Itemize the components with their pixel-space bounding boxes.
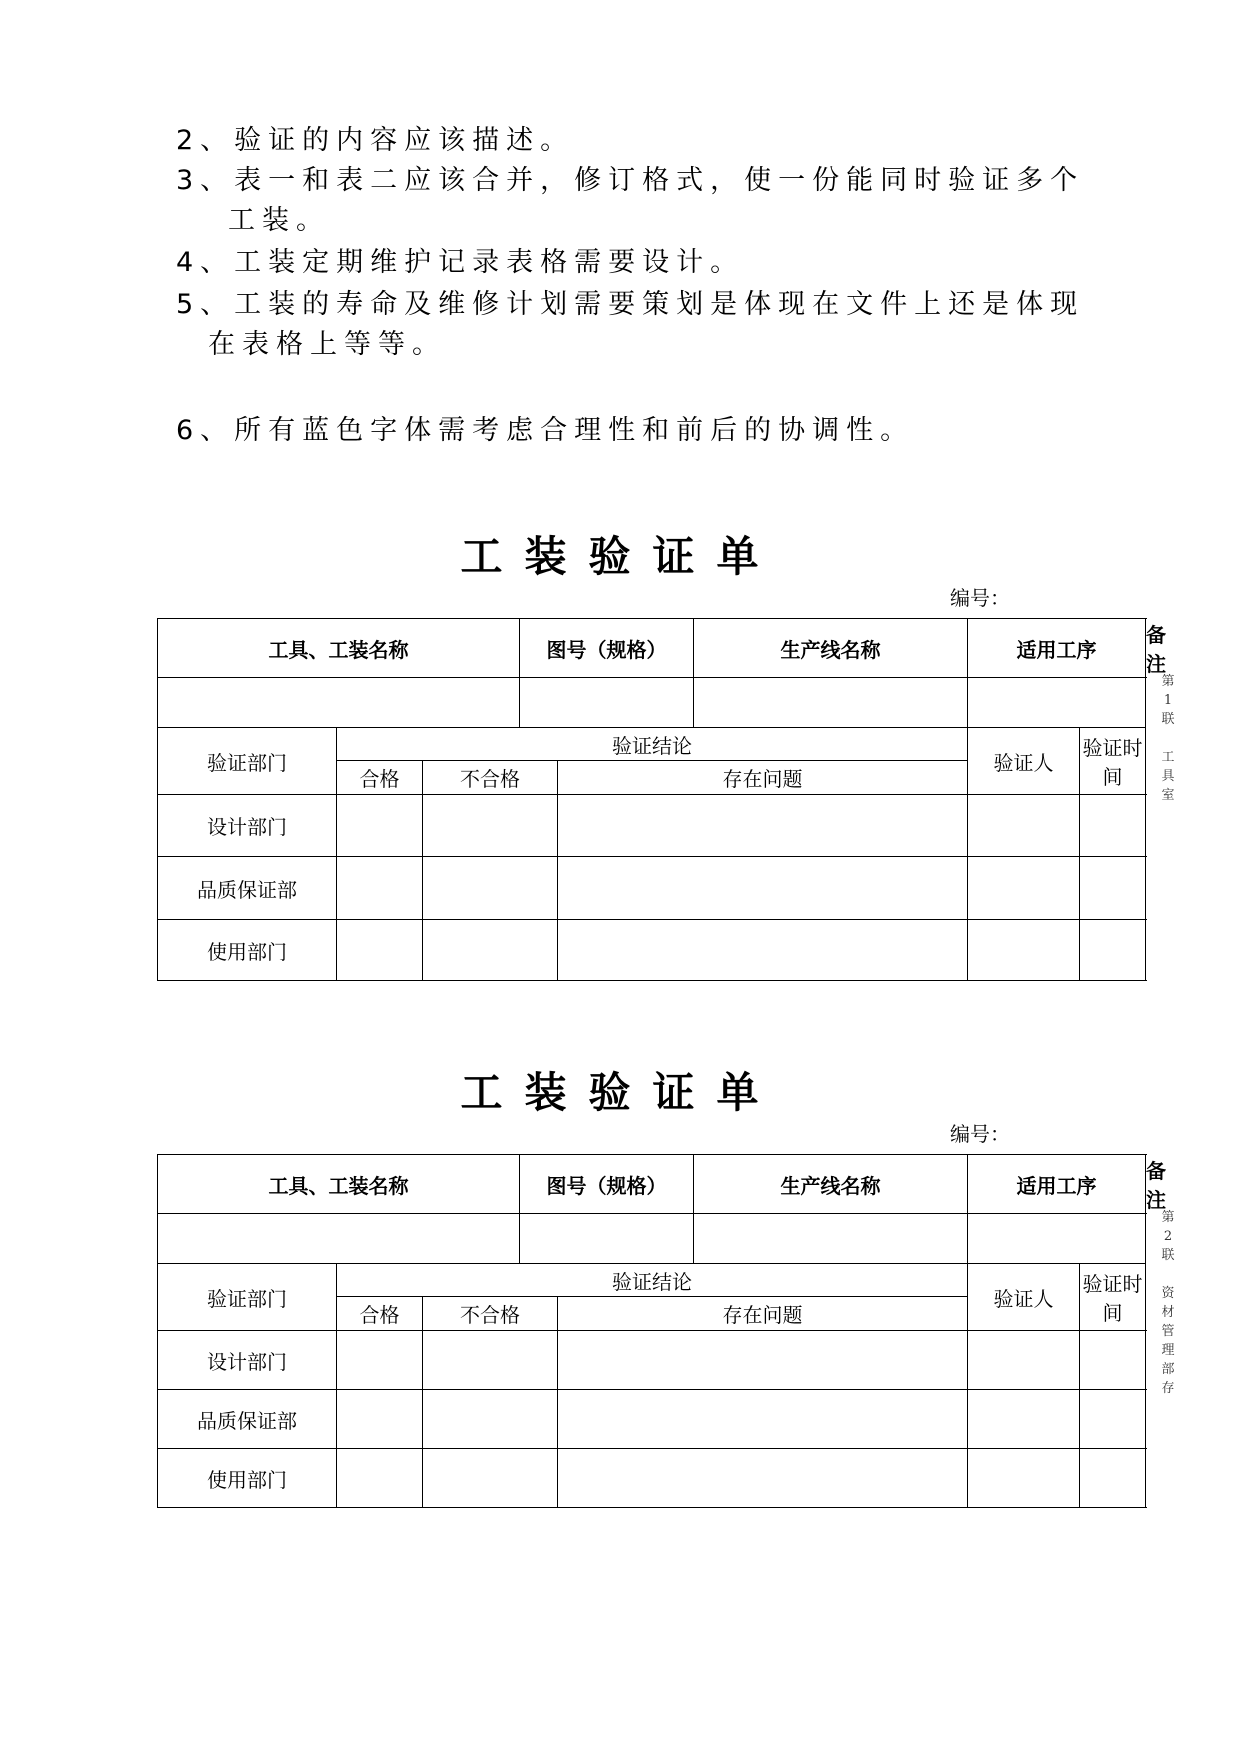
drawing-number-field[interactable]	[520, 678, 694, 728]
fail-cell[interactable]	[423, 857, 558, 920]
pass-cell[interactable]	[337, 795, 423, 857]
issue-cell[interactable]	[558, 1331, 968, 1390]
issue-cell[interactable]	[558, 857, 968, 920]
dept-user: 使用部门	[158, 1449, 337, 1508]
conclusion-header: 验证结论	[337, 728, 968, 761]
fail-header: 不合格	[423, 761, 558, 795]
conclusion-header: 验证结论	[337, 1264, 968, 1297]
issue-header: 存在问题	[558, 761, 968, 795]
process-header: 适用工序	[968, 1155, 1146, 1214]
issue-cell[interactable]	[558, 1449, 968, 1508]
note-5: 5、工装的寿命及维修计划需要策划是体现在文件上还是体现	[176, 289, 1085, 320]
verifier-cell[interactable]	[968, 920, 1080, 981]
issue-cell[interactable]	[558, 795, 968, 857]
note-6: 6、所有蓝色字体需考虑合理性和前后的协调性。	[176, 415, 915, 446]
pass-header: 合格	[337, 761, 423, 795]
drawing-number-header: 图号（规格）	[520, 619, 694, 678]
note-4: 4、工装定期维护记录表格需要设计。	[176, 247, 745, 278]
verification-form-2: 工具、工装名称 图号（规格） 生产线名称 适用工序 备注 验证部门 验证结论 验证人 验证时间 合格 不合格 存在问题 设计部门 品质保证部 使用部门	[157, 1154, 1146, 1508]
issue-header: 存在问题	[558, 1297, 968, 1331]
fail-cell[interactable]	[423, 795, 558, 857]
pass-cell[interactable]	[337, 1449, 423, 1508]
tool-name-field[interactable]	[158, 678, 520, 728]
line-name-field[interactable]	[694, 1214, 968, 1264]
process-field[interactable]	[968, 1214, 1146, 1264]
time-cell[interactable]	[1080, 795, 1146, 857]
dept-design: 设计部门	[158, 795, 337, 857]
verification-form-1: 工具、工装名称 图号（规格） 生产线名称 适用工序 备注 验证部门 验证结论 验证人 验证时间 合格 不合格 存在问题 设计部门 品质保证部 使用部门	[157, 618, 1146, 981]
note-2: 2、验证的内容应该描述。	[176, 125, 575, 156]
issue-cell[interactable]	[558, 1390, 968, 1449]
fail-cell[interactable]	[423, 1390, 558, 1449]
line-name-field[interactable]	[694, 678, 968, 728]
verifier-cell[interactable]	[968, 1449, 1080, 1508]
drawing-number-field[interactable]	[520, 1214, 694, 1264]
fail-cell[interactable]	[423, 920, 558, 981]
time-header: 验证时间	[1080, 728, 1146, 795]
pass-cell[interactable]	[337, 920, 423, 981]
verifier-cell[interactable]	[968, 1331, 1080, 1390]
tool-name-field[interactable]	[158, 1214, 520, 1264]
dept-design: 设计部门	[158, 1331, 337, 1390]
note-5-cont: 在表格上等等。	[208, 329, 446, 360]
verifier-cell[interactable]	[968, 795, 1080, 857]
verifier-cell[interactable]	[968, 857, 1080, 920]
dept-quality: 品质保证部	[158, 1390, 337, 1449]
verifier-header: 验证人	[968, 728, 1080, 795]
copy-note-1: 第 1 联 工 具 室	[1161, 674, 1175, 803]
serial-number-label: 编号：	[950, 586, 1010, 610]
issue-cell[interactable]	[558, 920, 968, 981]
time-header: 验证时间	[1080, 1264, 1146, 1331]
pass-cell[interactable]	[337, 1331, 423, 1390]
tool-name-header: 工具、工装名称	[158, 1155, 520, 1214]
line-name-header: 生产线名称	[694, 619, 968, 678]
fail-cell[interactable]	[423, 1331, 558, 1390]
fail-cell[interactable]	[423, 1449, 558, 1508]
dept-header: 验证部门	[158, 1264, 337, 1331]
note-3: 3、表一和表二应该合并，修订格式，使一份能同时验证多个	[176, 165, 1085, 196]
line-name-header: 生产线名称	[694, 1155, 968, 1214]
verifier-cell[interactable]	[968, 1390, 1080, 1449]
dept-quality: 品质保证部	[158, 857, 337, 920]
verifier-header: 验证人	[968, 1264, 1080, 1331]
tool-name-header: 工具、工装名称	[158, 619, 520, 678]
process-header: 适用工序	[968, 619, 1146, 678]
time-cell[interactable]	[1080, 1390, 1146, 1449]
copy-note-2: 第 2 联 资 材 管 理 部 存	[1161, 1210, 1175, 1396]
dept-user: 使用部门	[158, 920, 337, 981]
serial-number-label: 编号：	[950, 1122, 1010, 1146]
fail-header: 不合格	[423, 1297, 558, 1331]
dept-header: 验证部门	[158, 728, 337, 795]
drawing-number-header: 图号（规格）	[520, 1155, 694, 1214]
time-cell[interactable]	[1080, 920, 1146, 981]
note-3-cont: 工装。	[228, 205, 330, 236]
time-cell[interactable]	[1080, 857, 1146, 920]
form-title: 工装验证单	[460, 1068, 781, 1117]
process-field[interactable]	[968, 678, 1146, 728]
pass-cell[interactable]	[337, 857, 423, 920]
time-cell[interactable]	[1080, 1331, 1146, 1390]
pass-header: 合格	[337, 1297, 423, 1331]
pass-cell[interactable]	[337, 1390, 423, 1449]
time-cell[interactable]	[1080, 1449, 1146, 1508]
form-title: 工装验证单	[460, 532, 781, 581]
